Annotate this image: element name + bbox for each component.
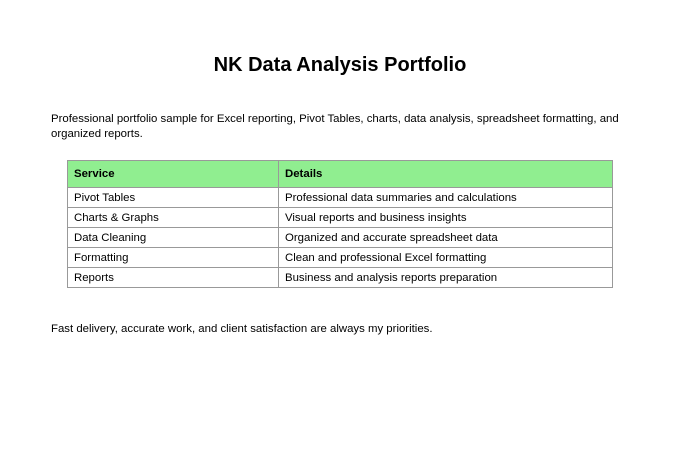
details-cell: Business and analysis reports preparation	[279, 268, 613, 288]
service-cell: Data Cleaning	[68, 228, 279, 248]
header-details: Details	[279, 161, 613, 188]
details-cell: Organized and accurate spreadsheet data	[279, 228, 613, 248]
service-cell: Reports	[68, 268, 279, 288]
service-cell: Charts & Graphs	[68, 208, 279, 228]
intro-paragraph: Professional portfolio sample for Excel reporting, Pivot Tables, charts, data analysis, spreadsheet formatting, and organized reports.	[51, 113, 619, 140]
services-table	[67, 160, 613, 288]
table-row	[68, 188, 613, 208]
header-service: Service	[68, 161, 279, 188]
details-cell: Professional data summaries and calculations	[279, 188, 613, 208]
details-cell: Visual reports and business insights	[279, 208, 613, 228]
table-row	[68, 248, 613, 268]
table-row	[68, 268, 613, 288]
service-cell: Pivot Tables	[68, 188, 279, 208]
page-title: NK Data Analysis Portfolio	[213, 54, 467, 76]
details-cell: Clean and professional Excel formatting	[279, 248, 613, 268]
table-row	[68, 228, 613, 248]
service-cell: Formatting	[68, 248, 279, 268]
table-row	[68, 208, 613, 228]
table-header-row	[68, 161, 613, 188]
closing-paragraph: Fast delivery, accurate work, and client satisfaction are always my priorities.	[51, 323, 433, 335]
